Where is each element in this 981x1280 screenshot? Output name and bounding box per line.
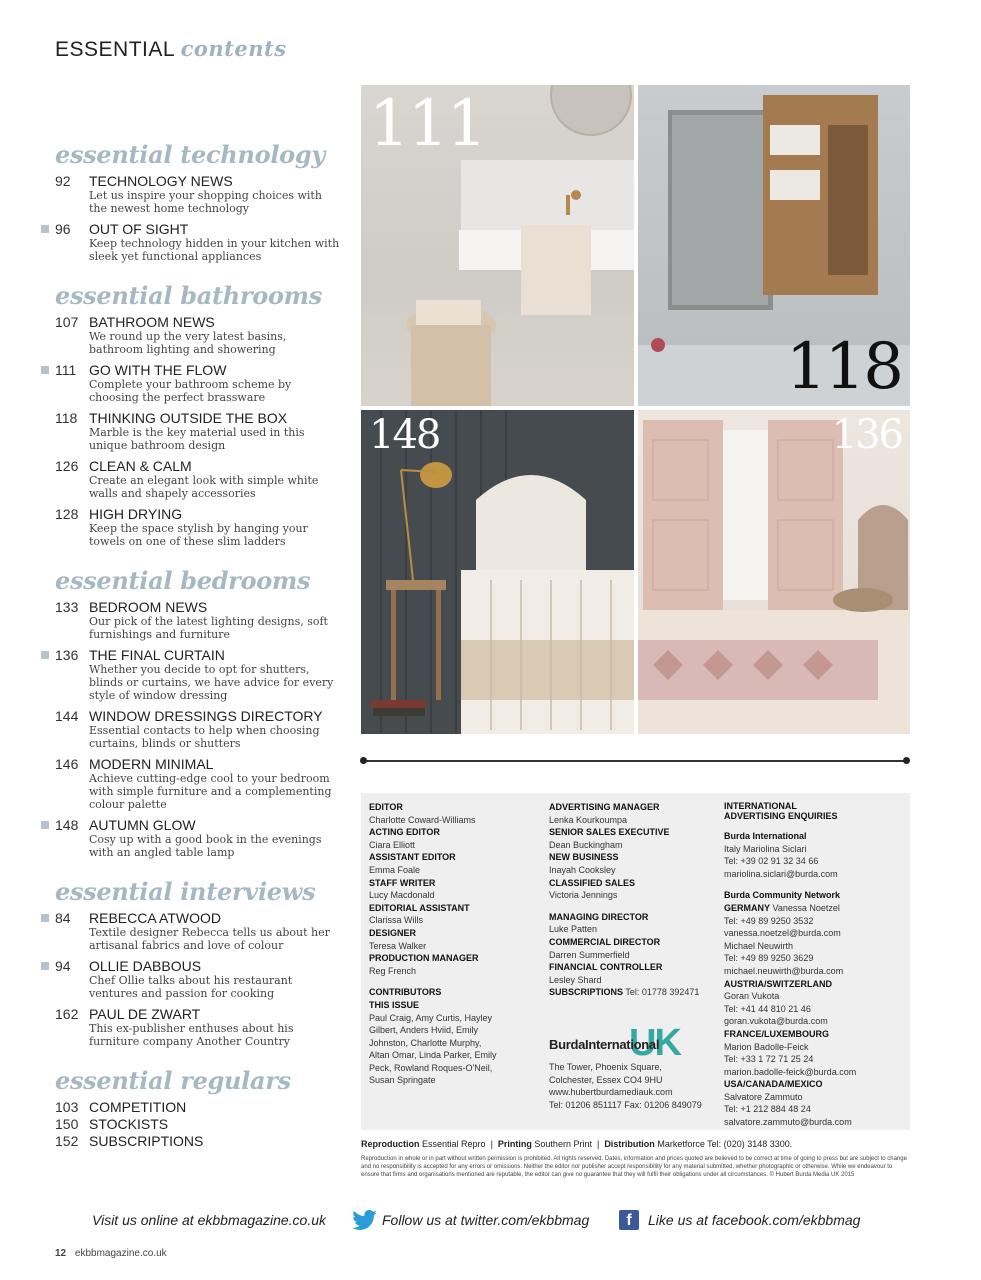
page-number: 152 [55,1133,79,1149]
region-label: AUSTRIA/SWITZERLAND [724,978,832,989]
staff-role: MANAGING DIRECTOR [549,911,649,922]
article-title[interactable]: MODERN MINIMAL [89,756,214,772]
staff-column-international [724,801,904,1129]
page-number: 118 [55,410,78,426]
contact-line: goran.vukota@burda.com [724,1016,828,1027]
contact-line: Salvatore Zammuto [724,1091,803,1102]
page-number: 144 [55,708,79,724]
article-title[interactable]: OLLIE DABBOUS [89,958,202,974]
article-title[interactable]: PAUL DE ZWART [89,1006,201,1022]
photo-number-118: 118 [785,330,902,404]
staff-role: ADVERTISING MANAGER [549,802,660,812]
bedroom-lamp-illustration [361,410,634,734]
toc-item[interactable] [40,910,340,952]
international-heading: INTERNATIONAL ADVERTISING ENQUIRIES [724,801,838,821]
page-number: 84 [55,910,71,926]
contact-line: marion.badolle-feick@burda.com [724,1066,857,1077]
toc-item[interactable] [40,756,340,811]
staff-role: STAFF WRITER [369,877,436,888]
twitter-icon[interactable] [352,1210,378,1230]
toc-section [40,1066,340,1149]
toc-section [40,140,340,263]
photo-bathroom-brassware [361,85,634,406]
publisher-address [549,1061,719,1111]
staff-role: PRODUCTION MANAGER [369,953,479,964]
article-title[interactable]: TECHNOLOGY NEWS [89,173,233,189]
article-description: We round up the very latest basins, bathroom lighting and showering [89,330,287,356]
section-title: essential regulars [55,1066,291,1095]
page-number: 133 [55,599,79,615]
social-links [92,1210,892,1232]
toc-item[interactable] [40,410,340,452]
toc-item[interactable] [40,958,340,1000]
photo-grid [361,85,910,734]
page-number: 162 [55,1006,79,1022]
this-issue-label: THIS ISSUE [369,999,420,1010]
burda-community-title: Burda Community Network [724,890,841,901]
contact-line: Tel: +1 212 884 48 24 [724,1104,811,1115]
page-number: 136 [55,647,79,663]
subscriptions-line [549,986,719,999]
reproduction-credits: Reproduction Essential Repro | Printing Southern Print | Distribution Marketforce Tel: (020) 3148 3300. [361,1139,793,1149]
address-line: Tel: 01206 851117 Fax: 01206 849079 [549,1099,702,1110]
staff-role: ACTING EDITOR [369,827,440,838]
toc-item[interactable] [40,1116,340,1132]
article-title[interactable]: GO WITH THE FLOW [89,362,227,378]
contact-line: Tel: +41 44 810 21 46 [724,1003,811,1014]
toc-item[interactable] [40,1006,340,1048]
photo-number-111: 111 [369,87,486,161]
website-link[interactable]: Visit us online at ekbbmagazine.co.uk [92,1212,326,1228]
article-title[interactable]: HIGH DRYING [89,506,183,522]
article-description: Chef Ollie talks about his restaurant ventures and passion for cooking [89,974,293,1000]
contact-line: Tel: +39 02 91 32 34 66 [724,856,819,867]
contact-line: Goran Vukota [724,991,780,1002]
article-title[interactable]: OUT OF SIGHT [89,221,189,237]
photo-marble-bathroom [638,85,910,406]
staff-role: DESIGNER [369,927,417,938]
article-description: This ex-publisher enthuses about his furniture company Another Country [89,1022,294,1048]
toc-item[interactable] [40,1133,340,1149]
page-number: 96 [55,221,71,237]
staff-name: Reg French [369,965,417,976]
page-number: 107 [55,314,79,330]
staff-name: Dean Buckingham [549,839,623,850]
printing-value: Southern Print [534,1139,592,1149]
toc-item[interactable] [40,314,340,356]
contributors-list: Paul Craig, Amy Curtis, Hayley Gilbert, Anders Hviid, Emily Johnston, Charlotte Murphy, Altan Omar, Linda Parker, Emily Peck, Rowland Roques-O'Neil, Susan Springate [369,1012,497,1086]
contact-line: Tel: +49 89 9250 3532 [724,915,814,926]
feature-marker [41,366,49,374]
staff-credits-box [361,793,910,1130]
logo-uk: UK [629,1022,680,1064]
distribution-value: Marketforce Tel: (020) 3148 3300. [657,1139,793,1149]
article-description: Cosy up with a good book in the evenings with an angled table lamp [89,833,322,859]
staff-role: EDITORIAL ASSISTANT [369,902,470,913]
page-number: 150 [55,1116,79,1132]
bedroom-shutters-illustration [638,410,910,734]
feature-marker [41,225,49,233]
spacer [724,821,904,830]
reproduction-label: Reproduction [361,1139,420,1149]
region-label: FRANCE/LUXEMBOURG [724,1028,829,1039]
contact-line: Tel: +33 1 72 71 25 24 [724,1054,814,1065]
article-description: Our pick of the latest lighting designs, soft furnishings and furniture [89,615,328,641]
address-line: www.hubertburdamediauk.com [549,1087,673,1098]
toc-item[interactable] [40,647,340,702]
contact-line: vanessa.noetzel@burda.com [724,928,841,939]
article-description: Achieve cutting-edge cool to your bedroom with simple furniture and a complementing colour palette [89,772,332,811]
page-number: 128 [55,506,79,522]
page-header [55,36,287,62]
toc-item[interactable] [40,458,340,500]
staff-name: Darren Summerfield [549,949,630,960]
page-number: 126 [55,458,79,474]
feature-marker [41,914,49,922]
toc-item[interactable] [40,817,340,859]
contact-line: Italy Mariolina Siclari [724,843,807,854]
article-title[interactable]: THINKING OUTSIDE THE BOX [89,410,288,426]
spacer [549,902,719,911]
article-description: Keep the space stylish by hanging your towels on one of these slim ladders [89,522,308,548]
article-description: Whether you decide to opt for shutters, blinds or curtains, we have advice for every style of window dressing [89,663,334,702]
photo-bedroom-lamp [361,410,634,734]
toc-item[interactable] [40,1099,340,1115]
header-contents: contents [180,36,287,61]
section-title: essential interviews [55,877,316,906]
toc-item[interactable] [40,173,340,215]
subscriptions-label: SUBSCRIPTIONS [549,987,624,998]
staff-name: Clarissa Wills [369,915,423,926]
subscriptions-tel: Tel: 01778 392471 [625,987,700,998]
toc-item[interactable] [40,708,340,750]
staff-name: Lucy Macdonald [369,890,435,901]
section-divider [363,760,907,762]
staff-name: Ciara Elliott [369,839,416,850]
photo-number-148: 148 [369,412,440,458]
contact-line: Michael Neuwirth [724,940,794,951]
twitter-link[interactable]: Follow us at twitter.com/ekbbmag [382,1212,590,1228]
page-number: 111 [55,362,77,378]
burda-international-title: Burda International [724,831,807,841]
article-description: Textile designer Rebecca tells us about her artisanal fabrics and love of colour [89,926,330,952]
address-line: Colchester, Essex CO4 9HU [549,1074,663,1085]
header-essential: ESSENTIAL [55,38,175,61]
contact-line: Marion Badolle-Feick [724,1041,809,1052]
page-number: 148 [55,817,79,833]
page-footer [55,1248,167,1259]
germany-line [724,902,904,915]
staff-column-editorial [369,801,539,1087]
article-description: Essential contacts to help when choosing curtains, blinds or shutters [89,724,320,750]
staff-name: Victoria Jennings [549,890,618,901]
staff-column-advertising [549,801,719,1111]
staff-role: FINANCIAL CONTROLLER [549,962,663,973]
contributors-label: CONTRIBUTORS [369,987,442,998]
staff-name: Lesley Shard [549,974,602,985]
toc-section [40,281,340,548]
footer-website: ekbbmagazine.co.uk [74,1248,167,1259]
contact-line: michael.neuwirth@burda.com [724,965,844,976]
article-title[interactable]: WINDOW DRESSINGS DIRECTORY [89,708,323,724]
staff-role: NEW BUSINESS [549,852,619,863]
page-number: 12 [55,1248,67,1259]
staff-role: EDITOR [369,802,403,812]
spacer [724,880,904,889]
facebook-link[interactable]: Like us at facebook.com/ekbbmag [648,1212,861,1228]
burda-international-uk-logo [549,1022,689,1064]
article-title[interactable]: STOCKISTS [89,1116,169,1132]
staff-name: Inayah Cooksley [549,864,616,875]
staff-name: Luke Patten [549,924,598,935]
staff-name: Lenka Kourkoumpa [549,814,628,825]
article-title[interactable]: SUBSCRIPTIONS [89,1133,204,1149]
facebook-icon[interactable]: f [619,1210,639,1230]
photo-number-136: 136 [831,412,902,458]
toc-section [40,566,340,859]
feature-marker [41,651,49,659]
address-line: The Tower, Phoenix Square, [549,1061,662,1072]
reproduction-value: Essential Repro [422,1139,486,1149]
page-number: 94 [55,958,71,974]
section-title: essential bedrooms [55,566,311,595]
staff-role: ASSISTANT EDITOR [369,852,456,863]
article-title[interactable]: THE FINAL CURTAIN [89,647,225,663]
article-title[interactable]: CLEAN & CALM [89,458,192,474]
article-description: Create an elegant look with simple white walls and shapely accessories [89,474,319,500]
article-title[interactable]: REBECCA ATWOOD [89,910,221,926]
germany-name: Vanessa Noetzel [772,902,840,913]
feature-marker [41,962,49,970]
section-title: essential technology [55,140,325,169]
article-title[interactable]: AUTUMN GLOW [89,817,196,833]
article-title[interactable]: BATHROOM NEWS [89,314,215,330]
toc-item[interactable] [40,599,340,641]
table-of-contents [40,140,340,1167]
toc-item[interactable] [40,362,340,404]
page-number: 92 [55,173,71,189]
spacer [369,977,539,986]
article-description: Keep technology hidden in your kitchen with sleek yet functional appliances [89,237,340,263]
toc-item[interactable] [40,506,340,548]
staff-role: SENIOR SALES EXECUTIVE [549,827,670,838]
staff-name: Teresa Walker [369,940,427,951]
toc-item[interactable] [40,221,340,263]
staff-role: COMMERCIAL DIRECTOR [549,936,661,947]
article-description: Marble is the key material used in this unique bathroom design [89,426,305,452]
logo-burda-international: BurdaInternational [549,1037,660,1052]
region-label: USA/CANADA/MEXICO [724,1079,823,1090]
section-title: essential bathrooms [55,281,322,310]
distribution-label: Distribution [604,1139,655,1149]
page-number: 146 [55,756,79,772]
staff-name: Charlotte Coward-Williams [369,814,476,825]
staff-name: Emma Foale [369,864,421,875]
article-title[interactable]: BEDROOM NEWS [89,599,208,615]
germany-label: GERMANY [724,902,771,913]
article-description: Complete your bathroom scheme by choosing the perfect brassware [89,378,292,404]
contact-line: Tel: +49 89 9250 3629 [724,953,814,964]
printing-label: Printing [497,1139,532,1149]
staff-role: CLASSIFIED SALES [549,877,636,888]
feature-marker [41,821,49,829]
legal-notice: Reproduction in whole or in part without written permission is prohibited. All rights reserved. Dates, information and prices quoted are believed to be correct at time of going to press but are subject to change and no responsibility is accepted for any errors or omissions. Neither the editor nor publisher accept responsibility for any material submitted, whether photographic or otherwise. While we endeavour to ensure that firms and organisations mentioned are reputable, the editor can give no guarantee that they will fulfil their obligations under all circumstances. © Hubert Burda Media UK 2015 [361,1156,907,1178]
toc-section [40,877,340,1048]
photo-bedroom-shutters [638,410,910,734]
page-number: 103 [55,1099,79,1115]
article-title[interactable]: COMPETITION [89,1099,187,1115]
contact-line: mariolina.siclari@burda.com [724,868,838,879]
contact-line: salvatore.zammuto@burda.com [724,1117,852,1128]
article-description: Let us inspire your shopping choices with the newest home technology [89,189,322,215]
